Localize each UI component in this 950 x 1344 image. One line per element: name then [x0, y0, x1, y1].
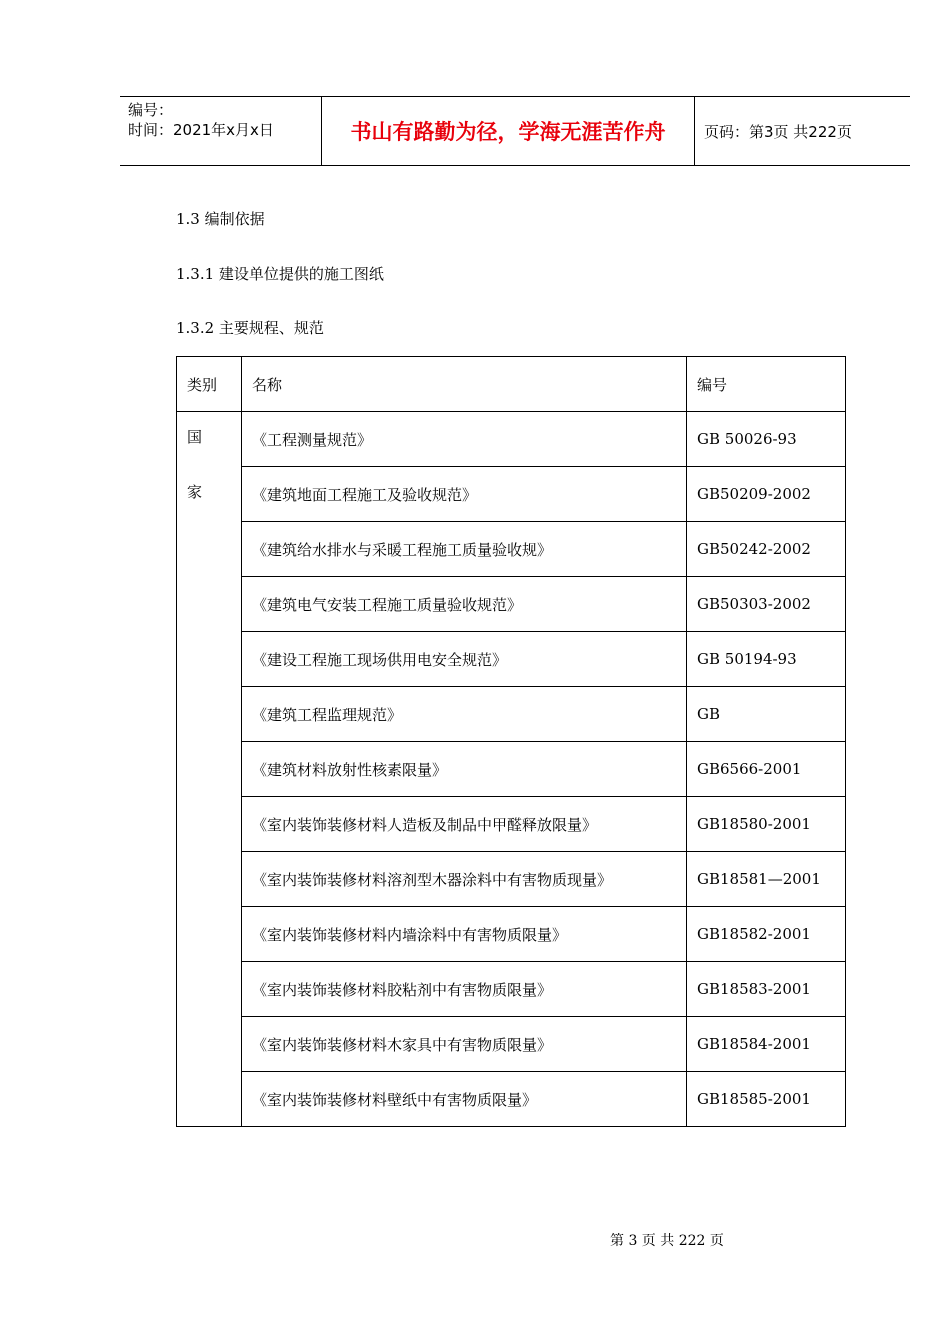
- table-row: [177, 797, 846, 852]
- standard-code-cell: GB50242-2002: [687, 522, 846, 577]
- standard-code-cell: GB18583-2001: [687, 962, 846, 1017]
- standard-name-cell: 《建筑材料放射性核素限量》: [242, 742, 687, 797]
- table-row: [177, 522, 846, 577]
- category-char: 家: [187, 483, 203, 501]
- table-row: [177, 412, 846, 467]
- standard-code-cell: GB18585-2001: [687, 1072, 846, 1127]
- standard-name-cell: 《建设工程施工现场供用电安全规范》: [242, 632, 687, 687]
- table-row: [177, 852, 846, 907]
- section-heading-drawings: 1.3.1 建设单位提供的施工图纸: [176, 265, 384, 283]
- header-motto: 书山有路勤为径，学海无涯苦作舟: [350, 120, 666, 144]
- page-footer: 第 3 页 共 222 页: [610, 1233, 724, 1249]
- standard-name-cell: 《建筑给水排水与采暖工程施工质量验收规》: [242, 522, 687, 577]
- standard-code-cell: GB 50026-93: [687, 412, 846, 467]
- table-row: [177, 962, 846, 1017]
- column-header-code: 编号: [687, 357, 846, 412]
- standards-table: [176, 356, 846, 1127]
- section-heading-standards: 1.3.2 主要规程、规范: [176, 319, 324, 337]
- category-cell: [177, 412, 242, 1127]
- table-row: [177, 742, 846, 797]
- header-divider: [694, 97, 695, 165]
- standard-name-cell: 《室内装饰装修材料溶剂型木器涂料中有害物质现量》: [242, 852, 687, 907]
- standard-code-cell: GB50303-2002: [687, 577, 846, 632]
- standard-code-cell: GB6566-2001: [687, 742, 846, 797]
- column-header-name: 名称: [242, 357, 687, 412]
- standard-code-cell: GB18582-2001: [687, 907, 846, 962]
- page-header: [120, 96, 910, 166]
- standard-code-cell: GB18584-2001: [687, 1017, 846, 1072]
- table-row: [177, 577, 846, 632]
- standard-name-cell: 《建筑电气安装工程施工质量验收规范》: [242, 577, 687, 632]
- header-meta: [128, 100, 274, 140]
- section-heading-basis: 1.3 编制依据: [176, 210, 265, 228]
- table-header-row: [177, 357, 846, 412]
- document-number-label: 编号：: [128, 101, 174, 119]
- standard-name-cell: 《工程测量规范》: [242, 412, 687, 467]
- standard-name-cell: 《室内装饰装修材料内墙涂料中有害物质限量》: [242, 907, 687, 962]
- standard-code-cell: GB18581—2001: [687, 852, 846, 907]
- table-row: [177, 632, 846, 687]
- standard-name-cell: 《建筑工程监理规范》: [242, 687, 687, 742]
- standard-code-cell: GB: [687, 687, 846, 742]
- category-char: 国: [187, 428, 203, 446]
- table-row: [177, 1017, 846, 1072]
- table-row: [177, 1072, 846, 1127]
- document-time-label: 时间：2021年x月x日: [128, 121, 274, 139]
- header-page-label: 页码：第3页 共222页: [704, 122, 852, 141]
- standard-name-cell: 《室内装饰装修材料胶粘剂中有害物质限量》: [242, 962, 687, 1017]
- table-row: [177, 467, 846, 522]
- standard-code-cell: GB18580-2001: [687, 797, 846, 852]
- standard-name-cell: 《室内装饰装修材料人造板及制品中甲醛释放限量》: [242, 797, 687, 852]
- standard-code-cell: GB 50194-93: [687, 632, 846, 687]
- standard-code-cell: GB50209-2002: [687, 467, 846, 522]
- table-row: [177, 687, 846, 742]
- table-row: [177, 907, 846, 962]
- column-header-category: 类别: [177, 357, 242, 412]
- standard-name-cell: 《室内装饰装修材料木家具中有害物质限量》: [242, 1017, 687, 1072]
- standard-name-cell: 《室内装饰装修材料壁纸中有害物质限量》: [242, 1072, 687, 1127]
- standard-name-cell: 《建筑地面工程施工及验收规范》: [242, 467, 687, 522]
